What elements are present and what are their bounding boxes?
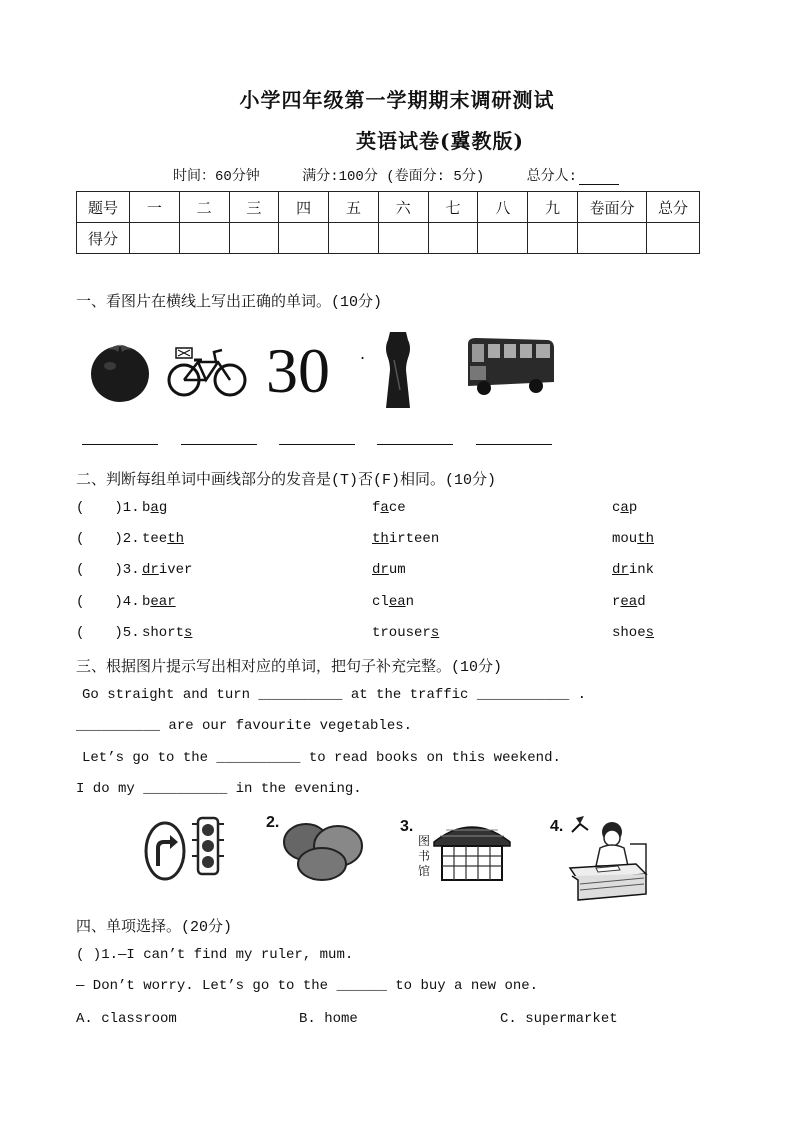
word-2: face [372,500,406,516]
score-cell[interactable] [229,223,279,254]
list-item [76,625,736,645]
turn-right-sign-icon [144,820,186,882]
table-cell: 四 [279,192,329,223]
underlined-part: ear [150,594,176,610]
answer-blank-5[interactable] [476,444,552,445]
score-cell[interactable] [179,223,229,254]
answer-blank-3[interactable] [279,444,355,445]
score-cell[interactable] [378,223,428,254]
answer-paren[interactable]: ( )2. [76,531,140,547]
underlined-part: s [430,625,440,641]
word-3: shoes [612,625,655,641]
table-cell: 九 [528,192,578,223]
word-1: bag [142,500,168,516]
table-cell: 题号 [77,192,130,223]
underlined-part: ea [620,594,638,610]
exam-full-score: 满分:100分 (卷面分: 5分) [302,169,485,185]
underlined-part: dr [612,562,629,578]
section4-title: 四、单项选择。(20分) [76,919,233,936]
exam-time: 时间：60分钟 [173,169,260,185]
number-thirty: 30 [266,335,330,406]
score-cell[interactable] [478,223,528,254]
pic-number-4: 4. [550,818,564,835]
answer-blank-4[interactable] [377,444,453,445]
word-2: thirteen [372,531,440,547]
section3-title: 三、根据图片提示写出相对应的单词，把句子补充完整。(10分) [76,659,503,676]
table-cell: 二 [179,192,229,223]
table-cell: 五 [329,192,379,223]
answer-paren[interactable]: ( )3. [76,562,140,578]
answer-paren[interactable]: ( )5. [76,625,140,641]
table-cell: 七 [428,192,478,223]
section2-title: 二、判断每组单词中画线部分的发音是(T)否(F)相同。(10分) [76,472,497,489]
word-3: mouth [612,531,655,547]
table-cell: 得分 [77,223,130,254]
answer-blank-2[interactable] [181,444,257,445]
word-3: cap [612,500,638,516]
word-3: read [612,594,646,610]
score-cell[interactable] [578,223,647,254]
word-3: drink [612,562,655,578]
score-table-score-row [77,223,700,254]
underlined-part: ea [388,594,406,610]
score-cell[interactable] [130,223,180,254]
section1-dot: . [360,344,366,363]
score-cell[interactable] [329,223,379,254]
sentence-1: Go straight and turn __________ at the traffic ___________ . [82,687,587,703]
underlined-part: a [380,500,389,516]
tomato-icon [88,336,152,404]
dress-icon [376,330,420,412]
potatoes-icon [276,816,368,884]
word-1: bear [142,594,176,610]
underlined-part: a [620,500,629,516]
scorer-label: 总分人: [527,169,619,185]
question-1: ( )1.—I can’t find my ruler, mum. [76,947,354,963]
list-item [76,531,736,551]
table-cell: 三 [229,192,279,223]
word-1: driver [142,562,193,578]
bus-icon [462,336,556,398]
score-table [76,191,700,254]
underlined-part: th [372,531,389,547]
score-table-header-row [77,192,700,223]
library-char: 馆 [418,864,431,878]
section1-title: 一、看图片在横线上写出正确的单词。(10分) [76,294,383,311]
table-cell: 一 [130,192,180,223]
list-item [76,594,736,614]
scorer-blank[interactable] [579,170,619,185]
table-cell: 八 [478,192,528,223]
sentence-2: __________ are our favourite vegetables. [76,718,413,734]
underlined-part: th [167,531,185,547]
underlined-part: s [645,625,655,641]
word-2: clean [372,594,415,610]
option-a[interactable]: A. classroom [76,1011,177,1027]
word-2: drum [372,562,406,578]
underlined-part: s [184,625,193,641]
exam-info [173,165,619,185]
score-cell[interactable] [528,223,578,254]
exam-title: 小学四年级第一学期期末调研测试 [239,88,555,112]
pic-number-2: 2. [266,814,280,831]
library-building-icon [430,816,514,884]
traffic-light-icon [188,814,228,880]
word-2: trousers [372,625,440,641]
word-1: teeth [142,531,185,547]
underlined-part: a [150,500,159,516]
answer-blank-1[interactable] [82,444,158,445]
list-item [76,562,736,582]
question-1-reply: — Don’t worry. Let’s go to the ______ to buy a new one. [76,978,539,994]
answer-paren[interactable]: ( )4. [76,594,140,610]
answer-paren[interactable]: ( )1. [76,500,140,516]
sentence-3: Let’s go to the __________ to read books on this weekend. [82,750,561,766]
underlined-part: dr [372,562,389,578]
underlined-part: th [637,531,655,547]
homework-desk-icon [566,814,650,904]
pic-number-3: 3. [400,818,414,835]
list-item [76,500,736,520]
underlined-part: dr [142,562,159,578]
table-cell: 六 [378,192,428,223]
score-cell[interactable] [647,223,700,254]
library-char: 图 [418,834,431,848]
score-cell[interactable] [428,223,478,254]
exam-subtitle: 英语试卷(冀教版) [356,129,524,153]
option-b[interactable]: B. home [299,1011,358,1027]
score-cell[interactable] [279,223,329,254]
table-cell: 卷面分 [578,192,647,223]
table-cell: 总分 [647,192,700,223]
word-1: shorts [142,625,193,641]
sentence-4: I do my __________ in the evening. [76,781,362,797]
library-char: 书 [418,849,431,863]
option-c[interactable]: C. supermarket [500,1011,618,1027]
bicycle-icon [166,342,248,398]
